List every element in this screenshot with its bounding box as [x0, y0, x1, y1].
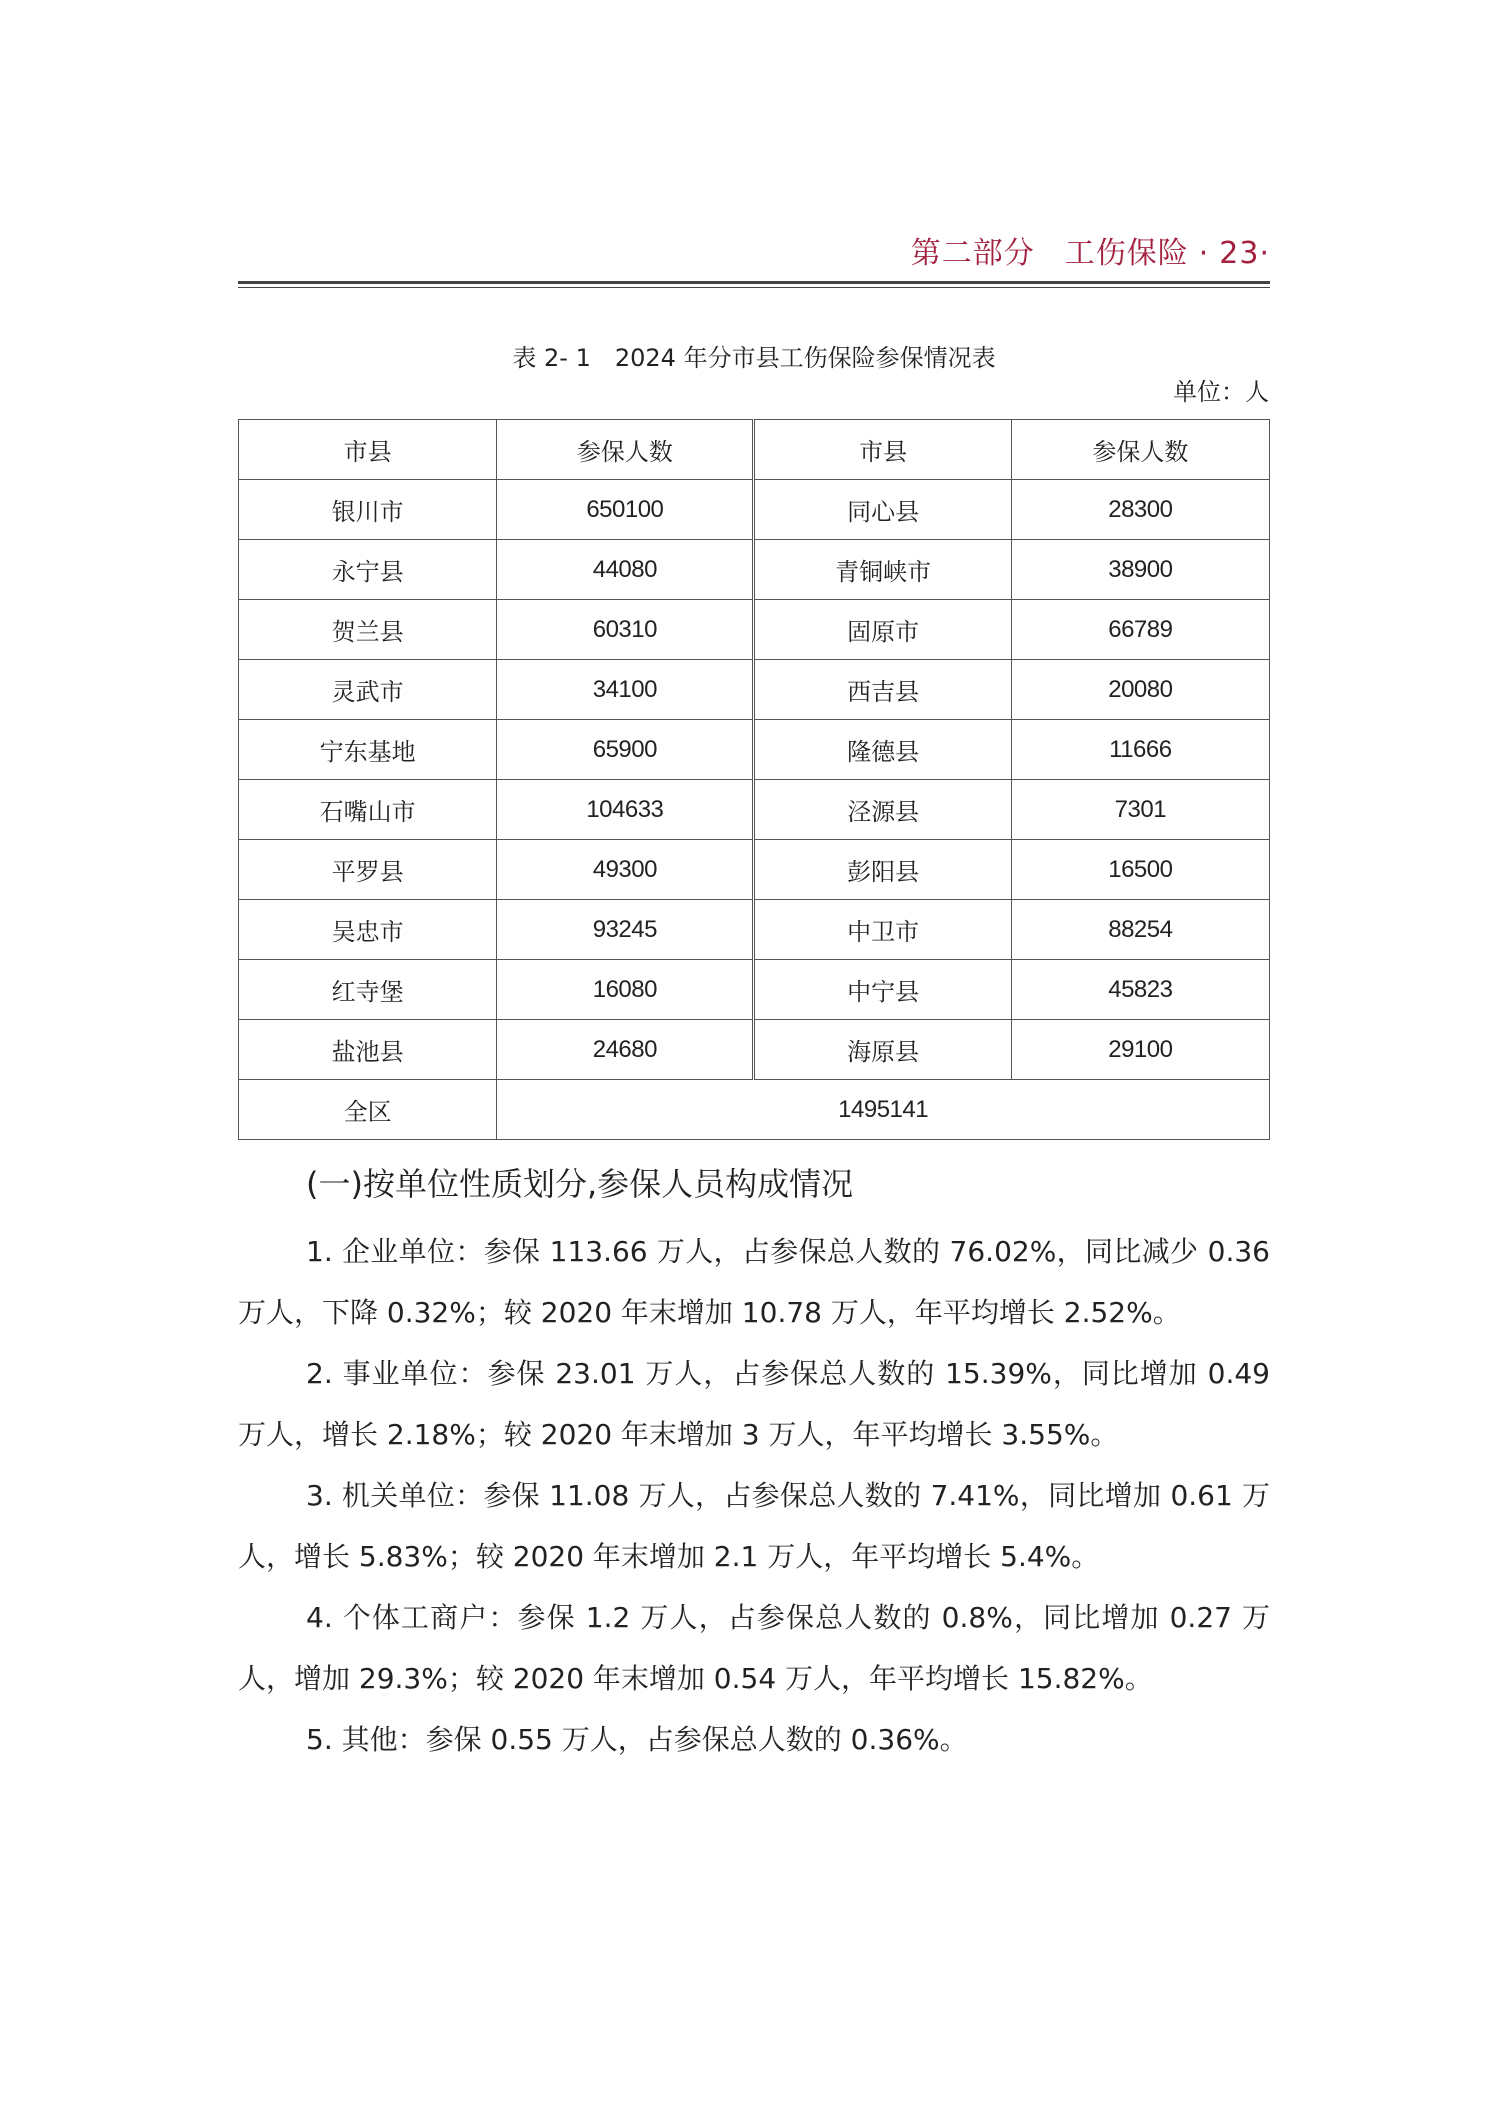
county-cell: 银川市 [239, 480, 497, 540]
count-cell: 7301 [1011, 780, 1269, 840]
county-cell: 中宁县 [754, 960, 1011, 1020]
count-cell: 650100 [497, 480, 754, 540]
table-row [239, 900, 1270, 960]
count-cell: 16500 [1011, 840, 1269, 900]
county-cell: 吴忠市 [239, 900, 497, 960]
table-row [239, 960, 1270, 1020]
table-header-row [239, 420, 1270, 480]
table-total-row [239, 1080, 1270, 1140]
count-cell: 88254 [1011, 900, 1269, 960]
count-cell: 28300 [1011, 480, 1269, 540]
county-cell: 海原县 [754, 1020, 1011, 1080]
count-cell: 49300 [497, 840, 754, 900]
paragraph-enterprise: 1. 企业单位：参保 113.66 万人，占参保总人数的 76.02%，同比减少 0.36 万人，下降 0.32%；较 2020 年末增加 10.78 万人，年平均增长 2.52%。 [238, 1235, 1270, 1329]
county-cell: 固原市 [754, 600, 1011, 660]
count-cell: 65900 [497, 720, 754, 780]
paragraph-other: 5. 其他：参保 0.55 万人，占参保总人数的 0.36%。 [306, 1723, 968, 1756]
page-number: 23· [1219, 236, 1270, 271]
header-part: 第二部分 [910, 236, 1035, 271]
count-cell: 11666 [1011, 720, 1269, 780]
count-cell: 45823 [1011, 960, 1269, 1020]
running-header [238, 226, 1270, 282]
header-cell-count-right: 参保人数 [1011, 420, 1269, 480]
header-rule-thick [238, 281, 1270, 284]
header-rule-thin [238, 287, 1270, 288]
header-cell-county-left: 市县 [239, 420, 497, 480]
county-cell: 宁东基地 [239, 720, 497, 780]
county-cell: 灵武市 [239, 660, 497, 720]
header-cell-count-left: 参保人数 [497, 420, 754, 480]
table-row [239, 720, 1270, 780]
count-cell: 44080 [497, 540, 754, 600]
county-cell: 盐池县 [239, 1020, 497, 1080]
total-value-cell: 1495141 [497, 1080, 1270, 1140]
count-cell: 34100 [497, 660, 754, 720]
paragraph-individual-business: 4. 个体工商户：参保 1.2 万人，占参保总人数的 0.8%，同比增加 0.27 万人，增加 29.3%；较 2020 年末增加 0.54 万人，年平均增长 15.82%。 [238, 1601, 1270, 1695]
count-cell: 16080 [497, 960, 754, 1020]
county-cell: 贺兰县 [239, 600, 497, 660]
county-cell: 西吉县 [754, 660, 1011, 720]
county-cell: 平罗县 [239, 840, 497, 900]
county-cell: 隆德县 [754, 720, 1011, 780]
table-row [239, 480, 1270, 540]
enrollment-table [238, 419, 1270, 1140]
county-cell: 红寺堡 [239, 960, 497, 1020]
county-cell: 青铜峡市 [754, 540, 1011, 600]
header-section: 工伤保险 [1064, 236, 1189, 271]
header-cell-county-right: 市县 [754, 420, 1011, 480]
count-cell: 29100 [1011, 1020, 1269, 1080]
section-heading: (一)按单位性质划分,参保人员构成情况 [306, 1165, 854, 1203]
table-row [239, 840, 1270, 900]
county-cell: 彭阳县 [754, 840, 1011, 900]
body-text [238, 1221, 1270, 1770]
county-cell: 泾源县 [754, 780, 1011, 840]
table-caption: 表 2- 1 2024 年分市县工伤保险参保情况表 [512, 344, 996, 372]
paragraph-institution: 2. 事业单位：参保 23.01 万人，占参保总人数的 15.39%，同比增加 0.49 万人，增长 2.18%；较 2020 年末增加 3 万人，年平均增长 3.55%。 [238, 1357, 1270, 1451]
table-row [239, 600, 1270, 660]
table-row [239, 1020, 1270, 1080]
count-cell: 66789 [1011, 600, 1269, 660]
count-cell: 24680 [497, 1020, 754, 1080]
count-cell: 60310 [497, 600, 754, 660]
count-cell: 20080 [1011, 660, 1269, 720]
county-cell: 中卫市 [754, 900, 1011, 960]
county-cell: 同心县 [754, 480, 1011, 540]
county-cell: 石嘴山市 [239, 780, 497, 840]
count-cell: 93245 [497, 900, 754, 960]
paragraph-government: 3. 机关单位：参保 11.08 万人，占参保总人数的 7.41%，同比增加 0.61 万人，增长 5.83%；较 2020 年末增加 2.1 万人，年平均增长 5.4%。 [238, 1479, 1270, 1573]
table-row [239, 660, 1270, 720]
header-dot: · [1198, 236, 1210, 271]
total-label-cell: 全区 [239, 1080, 497, 1140]
count-cell: 104633 [497, 780, 754, 840]
table-row [239, 780, 1270, 840]
count-cell: 38900 [1011, 540, 1269, 600]
table-row [239, 540, 1270, 600]
county-cell: 永宁县 [239, 540, 497, 600]
table-unit: 单位：人 [1173, 378, 1269, 406]
